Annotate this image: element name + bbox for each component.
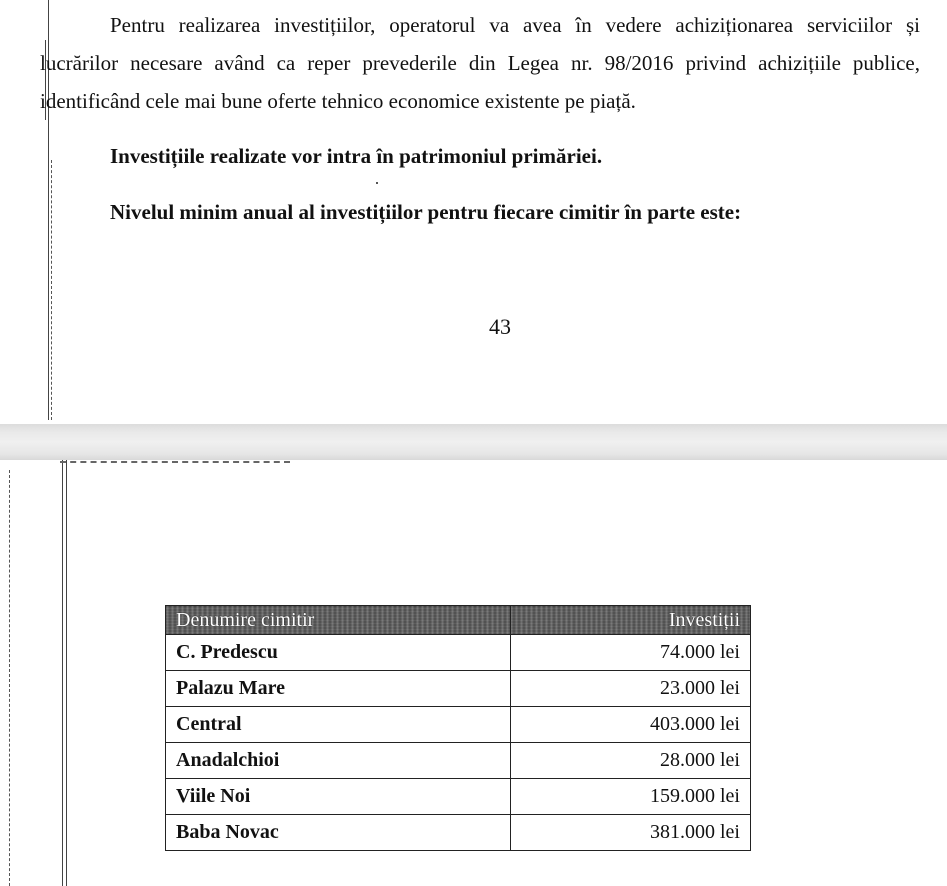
- scan-top-dash: [60, 461, 290, 463]
- investment-amount: 403.000 lei: [510, 707, 750, 743]
- cemetery-name: Palazu Mare: [166, 671, 511, 707]
- cemetery-name: Viile Noi: [166, 779, 511, 815]
- table-row: [166, 671, 751, 707]
- investment-amount: 23.000 lei: [510, 671, 750, 707]
- table-header-row: [166, 606, 751, 635]
- paragraph-line-1: Pentru realizarea investițiilor, operatorul va avea în vedere achiziționarea serviciilor și: [110, 13, 920, 37]
- patrimony-statement: Investițiile realizate vor intra în patrimoniul primăriei.: [110, 144, 603, 168]
- cemetery-investments-table: [165, 605, 751, 851]
- header-investments: Investiții: [510, 606, 750, 635]
- investment-amount: 381.000 lei: [510, 815, 750, 851]
- scan-border-line: [66, 460, 67, 886]
- scan-border-dash: [51, 160, 52, 420]
- page-number: 43: [489, 314, 511, 339]
- page-43: [0, 0, 947, 424]
- scan-border-line: [62, 460, 63, 886]
- scan-speck: [376, 182, 378, 184]
- table-row: [166, 779, 751, 815]
- investment-amount: 159.000 lei: [510, 779, 750, 815]
- table-row: [166, 635, 751, 671]
- investment-amount: 28.000 lei: [510, 743, 750, 779]
- table-row: [166, 743, 751, 779]
- paragraph-line-2: lucrărilor necesare având ca reper prevederile din Legea nr. 98/2016 privind achizițiile publice,: [40, 51, 920, 75]
- cemetery-name: Baba Novac: [166, 815, 511, 851]
- investment-amount: 74.000 lei: [510, 635, 750, 671]
- cemetery-name: C. Predescu: [166, 635, 511, 671]
- investments-paragraph: [40, 6, 920, 120]
- cemetery-name: Central: [166, 707, 511, 743]
- table-row: [166, 815, 751, 851]
- cemetery-name: Anadalchioi: [166, 743, 511, 779]
- table-row: [166, 707, 751, 743]
- page-44: [0, 460, 947, 886]
- minimum-level-statement: Nivelul minim anual al investițiilor pentru fiecare cimitir în parte este:: [110, 200, 742, 224]
- paragraph-line-3: identificând cele mai bune oferte tehnico economice existente pe piață.: [40, 89, 636, 113]
- header-cemetery-name: Denumire cimitir: [166, 606, 511, 635]
- page-separator: [0, 424, 947, 460]
- scan-border-dash: [9, 470, 10, 886]
